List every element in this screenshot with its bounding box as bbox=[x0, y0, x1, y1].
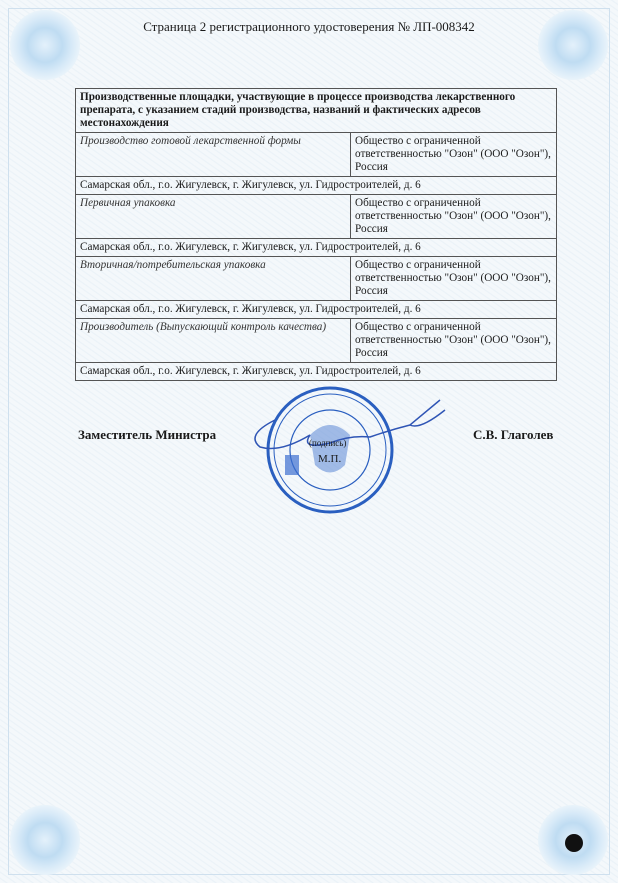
signature-caption: (подпись) bbox=[309, 438, 347, 448]
seal-placeholder: М.П. bbox=[318, 453, 342, 465]
signatory-name: С.В. Глаголев bbox=[473, 427, 554, 442]
stage-cell: Производство готовой лекарственной формы bbox=[76, 133, 351, 177]
address-cell: Самарская обл., г.о. Жигулевск, г. Жигулевск, ул. Гидростроителей, д. 6 bbox=[76, 363, 557, 381]
stage-cell: Первичная упаковка bbox=[76, 195, 351, 239]
table-row bbox=[76, 195, 557, 239]
address-cell: Самарская обл., г.о. Жигулевск, г. Жигулевск, ул. Гидростроителей, д. 6 bbox=[76, 177, 557, 195]
address-cell: Самарская обл., г.о. Жигулевск, г. Жигулевск, ул. Гидростроителей, д. 6 bbox=[76, 239, 557, 257]
punch-hole bbox=[565, 834, 583, 852]
company-cell: Общество с ограниченной ответственностью "Озон" (ООО "Озон"), Россия bbox=[351, 133, 557, 177]
table-row bbox=[76, 257, 557, 301]
company-cell: Общество с ограниченной ответственностью "Озон" (ООО "Озон"), Россия bbox=[351, 195, 557, 239]
page-title: Страница 2 регистрационного удостоверения № ЛП-008342 bbox=[143, 19, 475, 34]
address-cell: Самарская обл., г.о. Жигулевск, г. Жигулевск, ул. Гидростроителей, д. 6 bbox=[76, 301, 557, 319]
stage-cell: Производитель (Выпускающий контроль качества) bbox=[76, 319, 351, 363]
handwritten-signature bbox=[240, 395, 450, 465]
production-sites-table bbox=[75, 88, 557, 381]
stage-cell: Вторичная/потребительская упаковка bbox=[76, 257, 351, 301]
company-cell: Общество с ограниченной ответственностью "Озон" (ООО "Озон"), Россия bbox=[351, 257, 557, 301]
table-row bbox=[76, 319, 557, 363]
corner-rosette bbox=[10, 805, 80, 875]
signatory-position: Заместитель Министра bbox=[78, 427, 217, 442]
table-row bbox=[76, 133, 557, 177]
company-cell: Общество с ограниченной ответственностью "Озон" (ООО "Озон"), Россия bbox=[351, 319, 557, 363]
table-heading: Производственные площадки, участвующие в процессе производства лекарственного препарата, с указанием стадий производства, названий и фактических адресов местонахождения bbox=[76, 89, 557, 133]
